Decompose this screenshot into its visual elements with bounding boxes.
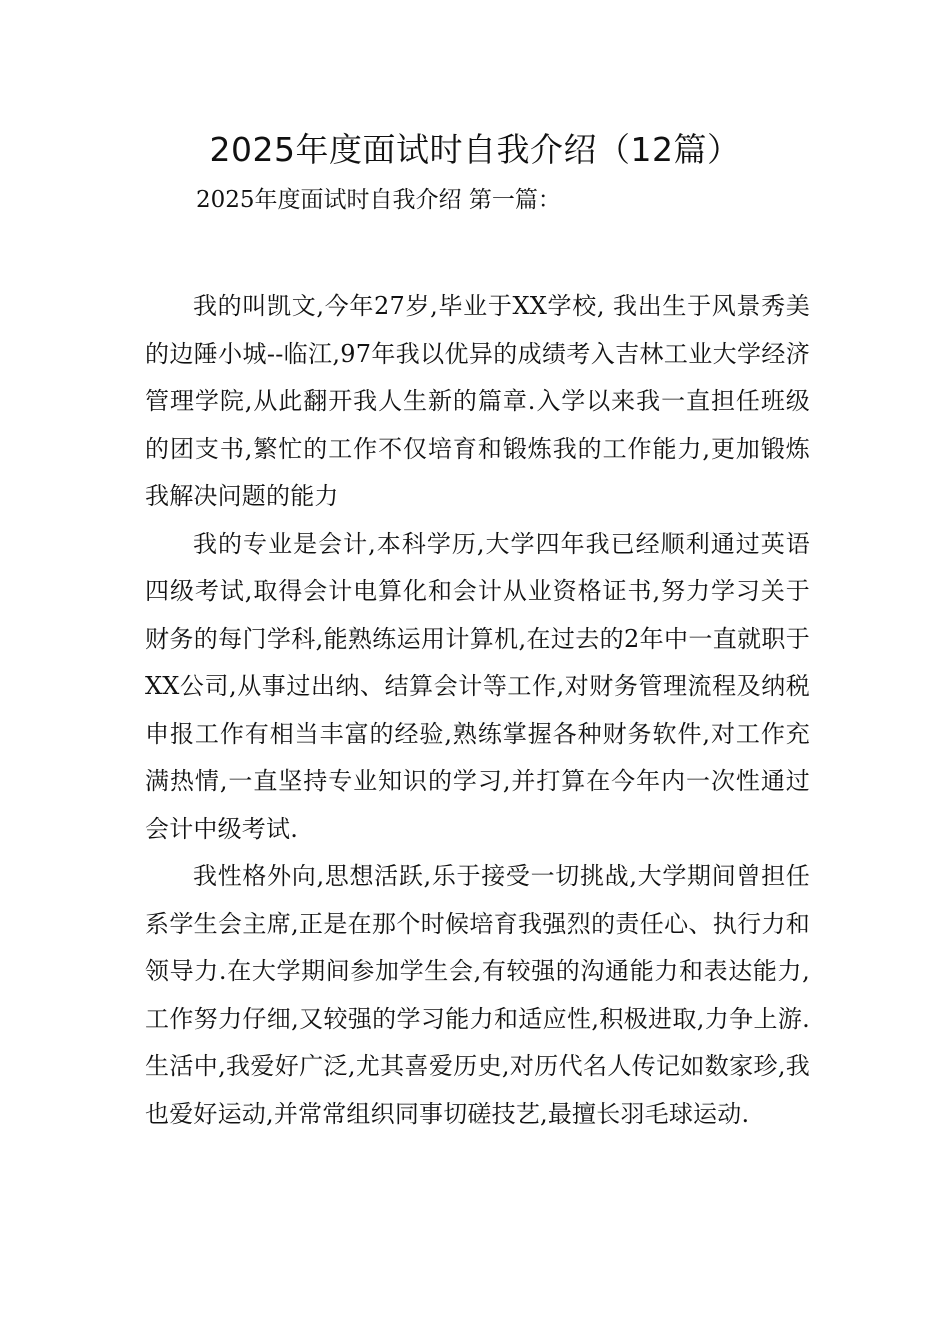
paragraph-1: 我的叫凯文,今年27岁,毕业于XX学校, 我出生于风景秀美的边陲小城--临江,97年我以优异的成绩考入吉林工业大学经济管理学院,从此翻开我人生新的篇章.入学以来我一直担任班级的团支书,繁忙的工作不仅培育和锻炼我的工作能力,更加锻炼我解决问题的能力 xyxy=(145,292,810,510)
paragraph-2: 我的专业是会计,本科学历,大学四年我已经顺利通过英语四级考试,取得会计电算化和会计从业资格证书,努力学习关于财务的每门学科,能熟练运用计算机,在过去的2年中一直就职于XX公司,从事过出纳、结算会计等工作,对财务管理流程及纳税申报工作有相当丰富的经验,熟练掌握各种财务软件,对工作充满热情,一直坚持专业知识的学习,并打算在今年内一次性通过会计中级考试. xyxy=(145,529,810,843)
paragraph-3: 我性格外向,思想活跃,乐于接受一切挑战,大学期间曾担任系学生会主席,正是在那个时候培育我强烈的责任心、执行力和领导力.在大学期间参加学生会,有较强的沟通能力和表达能力,工作努力仔细,又较强的学习能力和适应性,积极进取,力争上游.生活中,我爱好广泛,尤其喜爱历史,对历代名人传记如数家珍,我也爱好运动,并常常组织同事切磋技艺,最擅长羽毛球运动. xyxy=(145,862,810,1128)
document-title: 2025年度面试时自我介绍（12篇） xyxy=(209,130,741,169)
document-body xyxy=(145,283,810,1138)
document-subtitle: 2025年度面试时自我介绍 第一篇： xyxy=(196,187,561,213)
